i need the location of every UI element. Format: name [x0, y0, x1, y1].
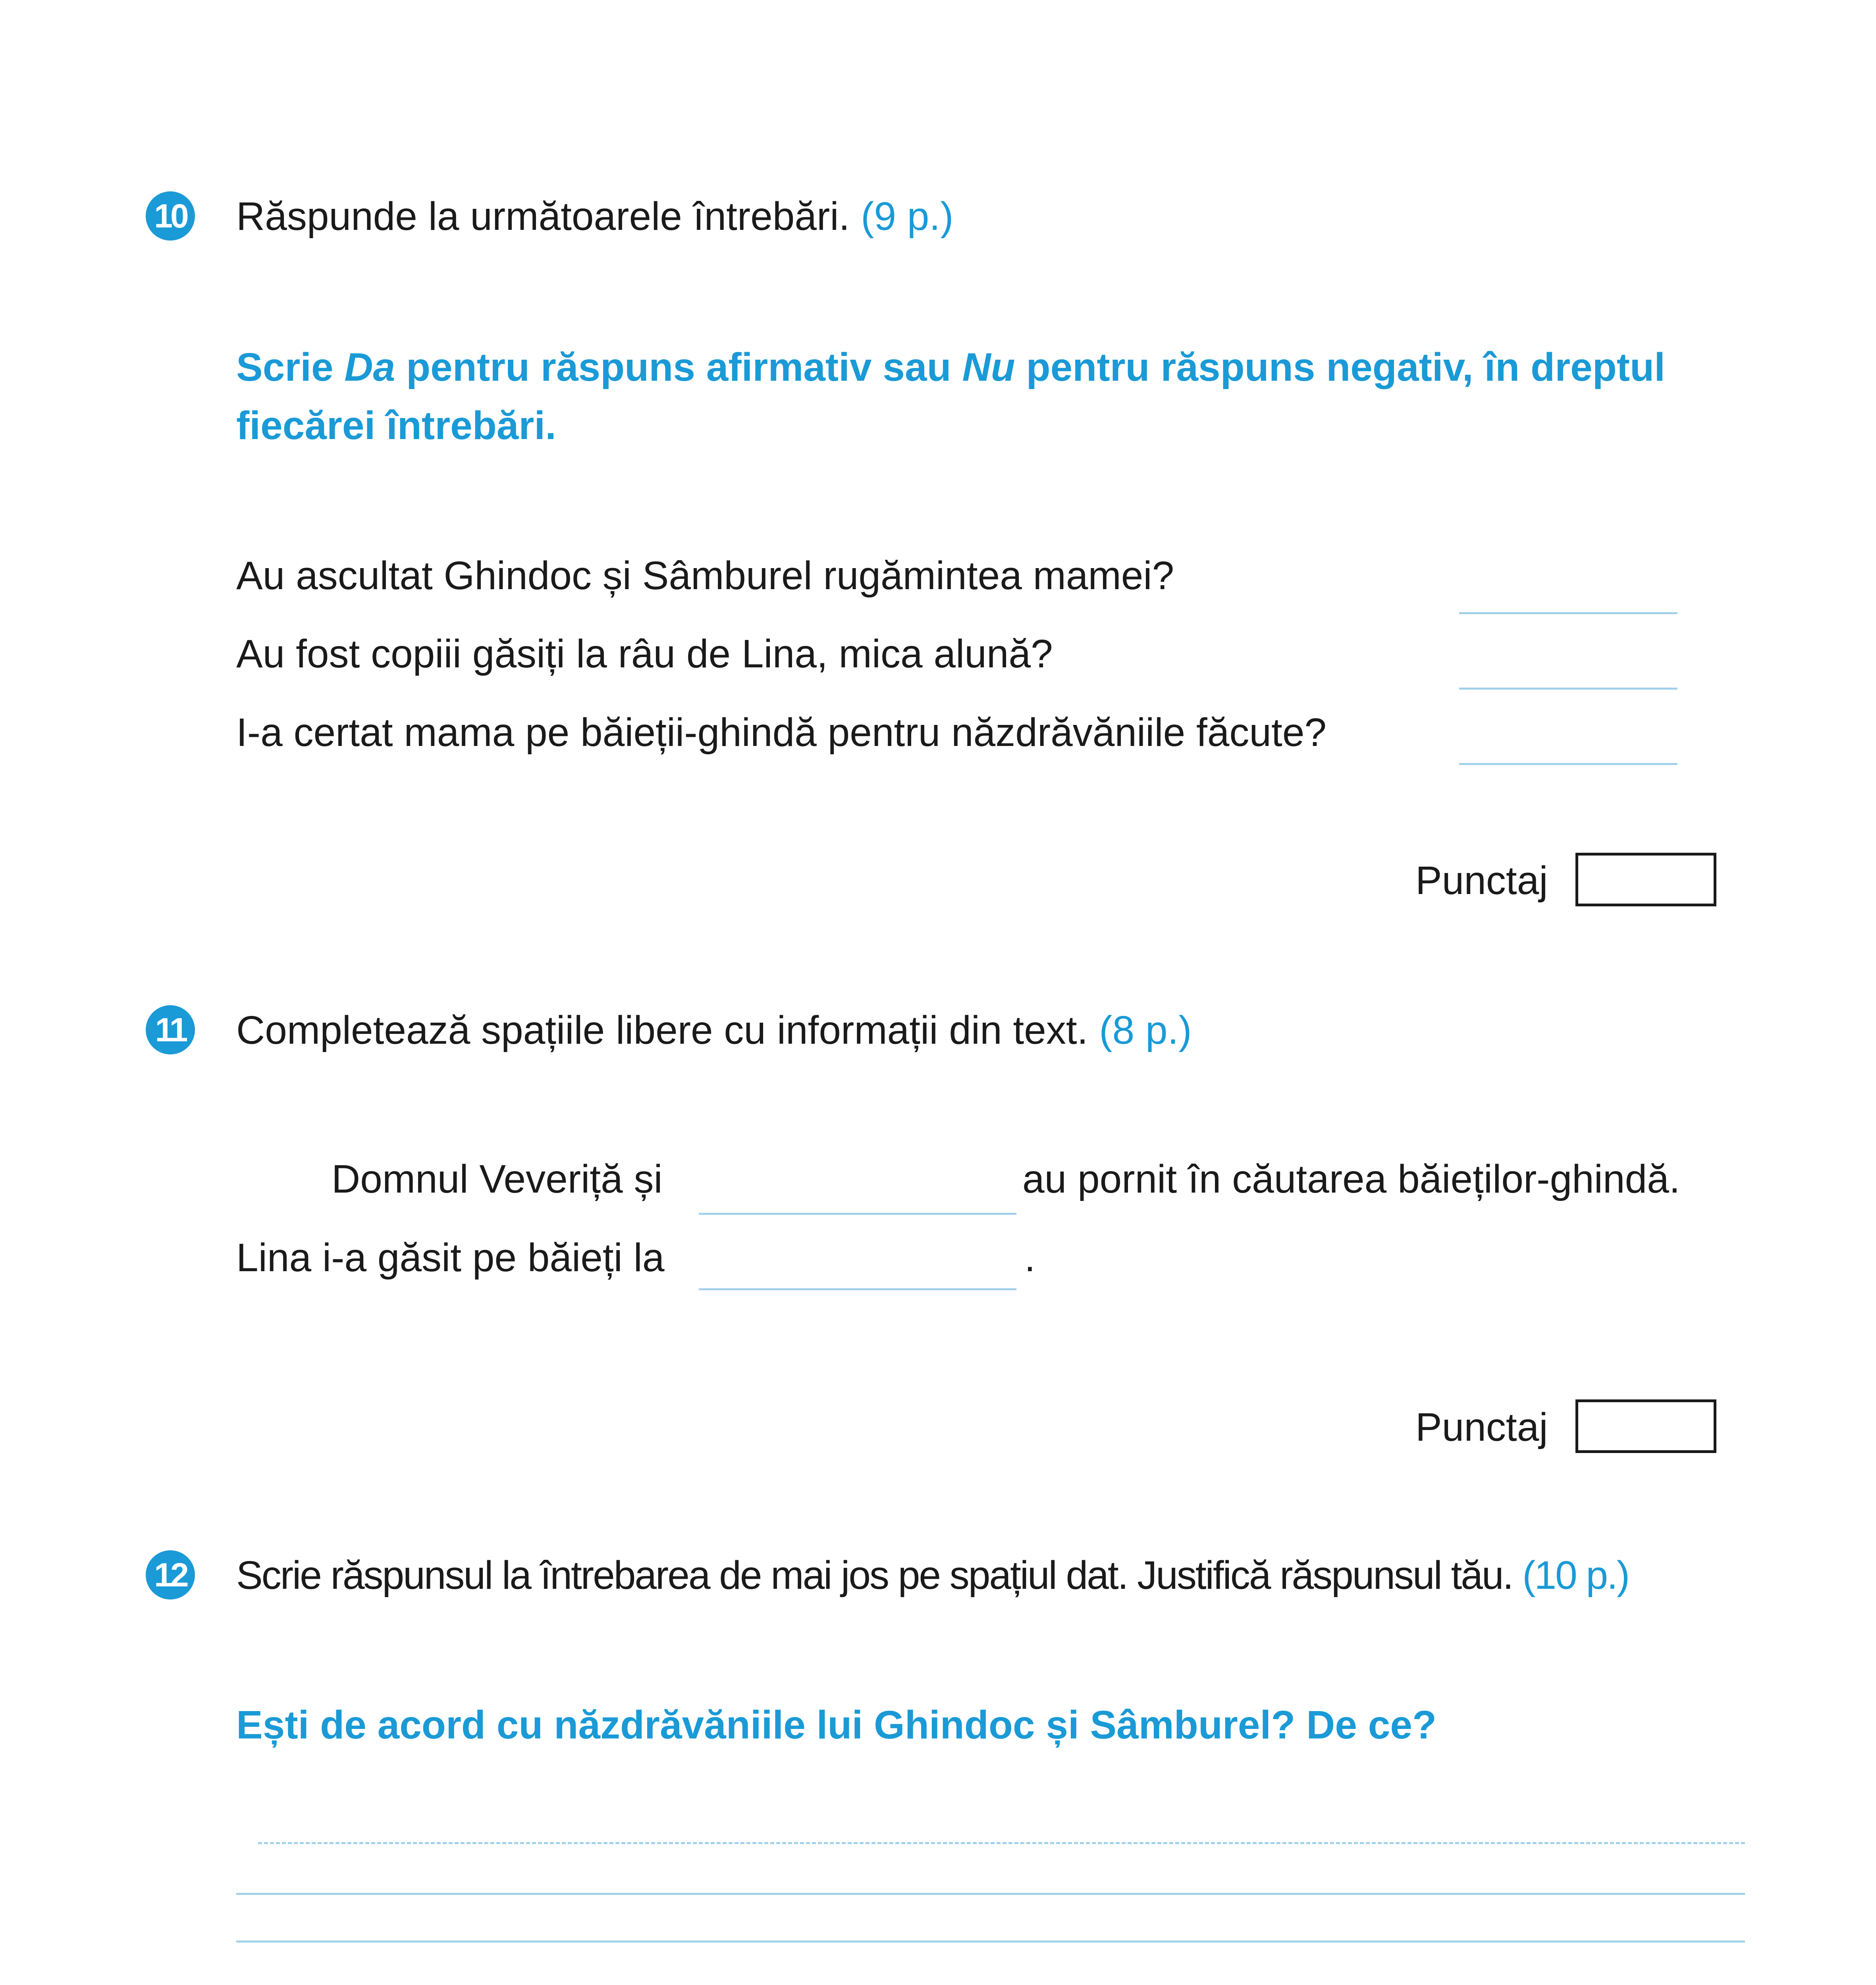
answer-line-1[interactable] [1459, 612, 1677, 614]
exercise-11-instruction-text: Completează spațiile libere cu informații din text. [236, 1008, 1088, 1052]
fill-line-2-before: Lina i-a găsit pe băieți la [236, 1235, 665, 1280]
exercise-10-subinstruction-line2: fiecărei întrebări. [236, 403, 556, 448]
subinstruction-text: pentru răspuns afirmativ sau [395, 345, 962, 389]
exercise-11-badge: 11 [146, 1005, 195, 1054]
fill-blank-1[interactable] [699, 1213, 1016, 1215]
writing-line[interactable] [236, 1941, 1745, 1943]
writing-line[interactable] [236, 1893, 1745, 1895]
exercise-10-instruction [236, 193, 954, 240]
writing-line-dashed[interactable] [258, 1842, 1745, 1844]
fill-line-1-before: Domnul Veveriță și [332, 1157, 663, 1201]
answer-line-3[interactable] [1459, 763, 1677, 765]
exercise-12-points: (10 p.) [1522, 1553, 1629, 1598]
subinstruction-da: Da [344, 345, 395, 389]
exercise-10-subinstruction [236, 343, 1665, 391]
exercise-12-question: Ești de acord cu năzdrăvăniile lui Ghindoc și Sâmburel? De ce? [236, 1703, 1437, 1747]
exercise-11-instruction [236, 1006, 1192, 1054]
fill-line-1-after: au pornit în căutarea băieților-ghindă. [1022, 1157, 1680, 1201]
answer-line-2[interactable] [1459, 688, 1677, 690]
exercise-12-badge: 12 [146, 1550, 195, 1600]
fill-line-2-after: . [1024, 1235, 1035, 1280]
subinstruction-nu: Nu [962, 345, 1015, 389]
exercise-10-instruction-text: Răspunde la următoarele întrebări. [236, 194, 850, 239]
score-box-11[interactable] [1575, 1399, 1716, 1453]
fill-blank-2[interactable] [699, 1288, 1016, 1290]
subinstruction-text: Scrie [236, 345, 345, 389]
score-label-10: Punctaj [1415, 858, 1548, 903]
exercise-12-instruction-text: Scrie răspunsul la întrebarea de mai jos pe spațiul dat. Justifică răspunsul tău. [236, 1553, 1513, 1598]
exercise-11-points: (8 p.) [1099, 1008, 1192, 1052]
question-1: Au ascultat Ghindoc și Sâmburel rugămintea mamei? [236, 553, 1174, 598]
score-box-10[interactable] [1575, 853, 1716, 906]
question-2: Au fost copiii găsiți la râu de Lina, mica alună? [236, 632, 1053, 676]
question-3: I-a certat mama pe băieții-ghindă pentru năzdrăvăniile făcute? [236, 710, 1327, 755]
exercise-12-instruction [236, 1551, 1629, 1599]
exercise-10-badge: 10 [146, 191, 195, 241]
score-label-11: Punctaj [1415, 1405, 1548, 1449]
subinstruction-text: pentru răspuns negativ, în dreptul [1015, 345, 1665, 389]
exercise-10-points: (9 p.) [861, 194, 954, 239]
